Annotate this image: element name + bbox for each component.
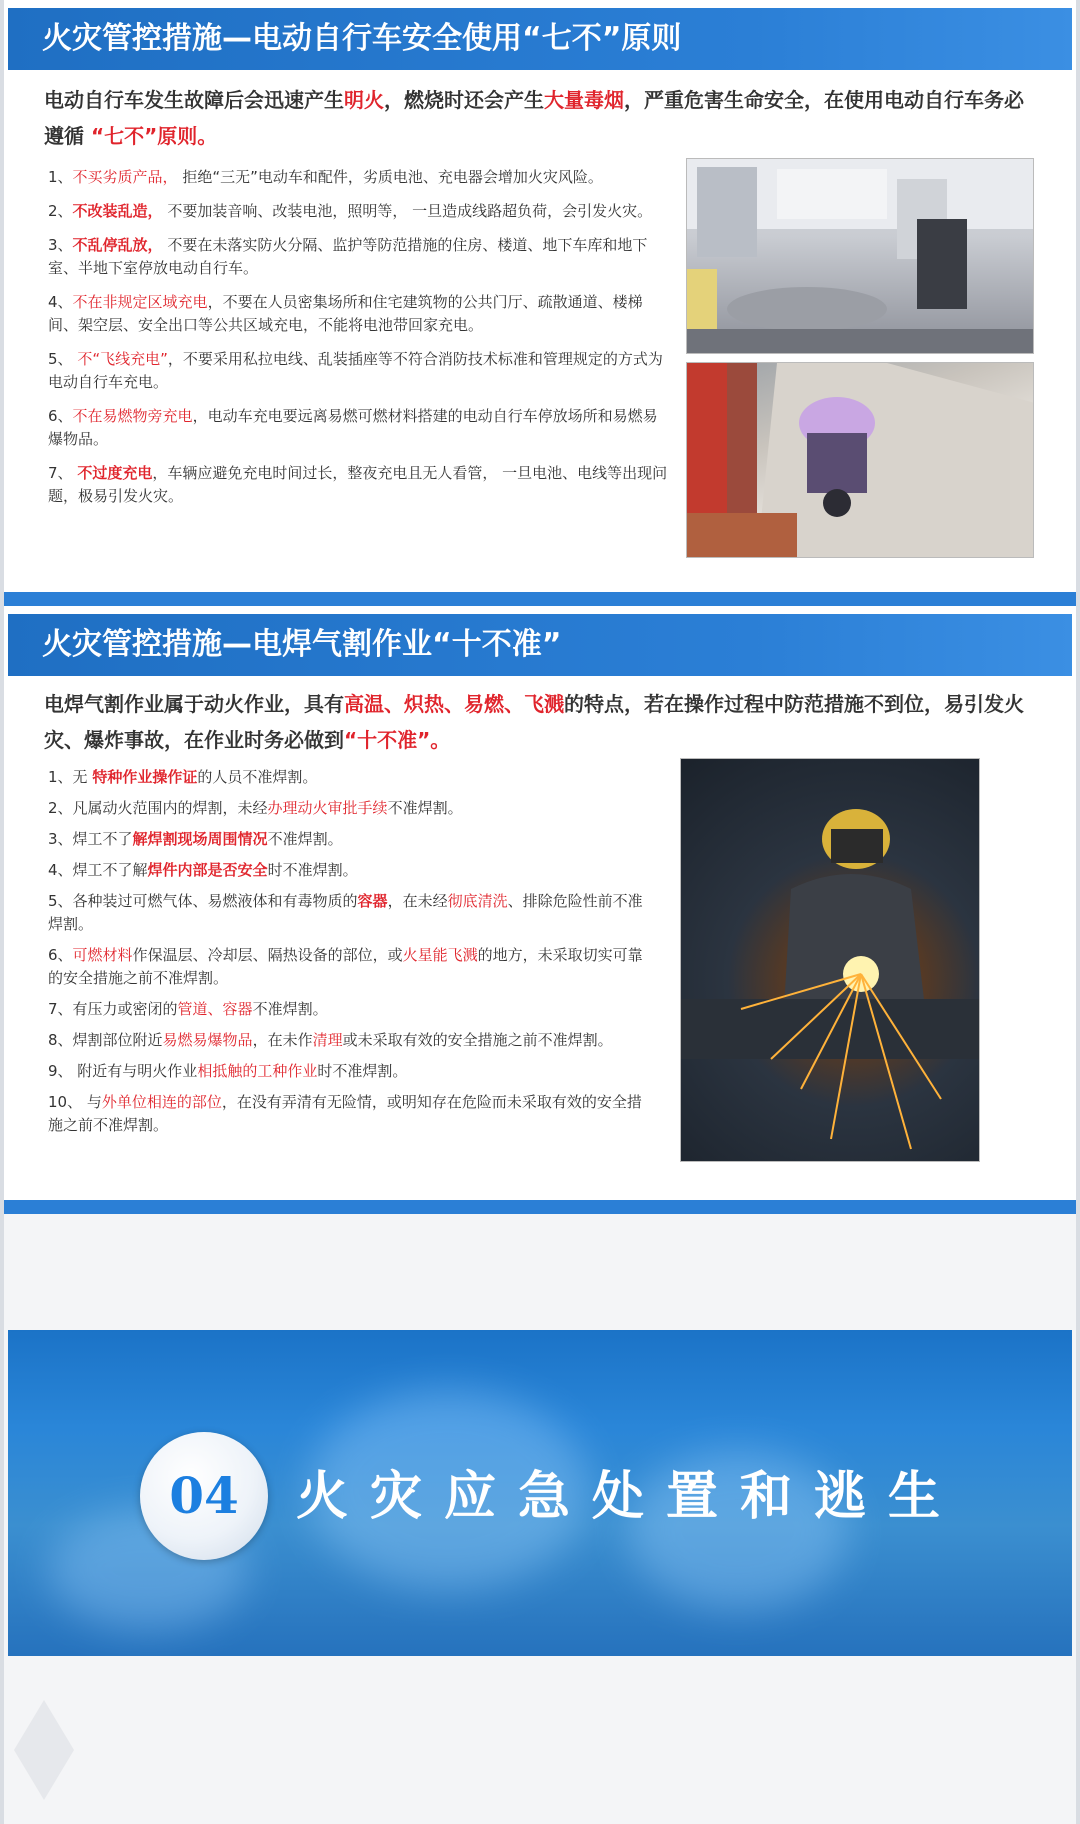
list-item — [48, 462, 668, 508]
highlight-text: 清理 — [312, 1031, 343, 1049]
text-run: 电焊气割作业属于动火作业，具有 — [44, 692, 344, 716]
slide-ebike-safety — [0, 0, 1080, 606]
highlight-text: 办理动火审批手续 — [267, 799, 388, 817]
text-run: 5、 — [48, 350, 78, 368]
list-item — [48, 291, 668, 337]
diamond-decoration-icon — [14, 1700, 74, 1800]
rule-list — [48, 166, 668, 519]
text-run: 1、无 — [48, 768, 93, 786]
text-run: ，不要在人员密集场所和住宅建筑物的公共门厅、疏散通道、楼梯间、架空层、安全出口等公共区域充电，不能将电池带回家充电。 — [48, 293, 643, 334]
text-run: 的特点，若在操作过程中防范措施不到位，易引发火灾、爆炸事故，在作业时务必做到 — [44, 692, 1024, 752]
text-run: ，车辆应避免充电时间过长，整夜充电且无人看管， 一旦电池、电线等出现问题，极易引发火灾。 — [48, 464, 668, 505]
highlight-text: 。 — [430, 728, 451, 752]
text-run: 不准焊割。 — [387, 799, 463, 817]
text-run: ，严重危害生命安全，在使用电动自行车务必遵循 — [44, 88, 1024, 148]
highlight-text: 大量毒烟 — [544, 88, 624, 112]
text-run: 拒绝“三无”电动车和配件，劣质电池、充电器会增加火灾风险。 — [177, 168, 603, 186]
text-run: 、排除危险性前不准焊割。 — [48, 892, 643, 933]
list-item — [48, 405, 668, 451]
text-run: 9、 附近有与明火作业 — [48, 1062, 198, 1080]
highlight-text: 特种作业操作证 — [92, 768, 198, 786]
rule-list — [48, 766, 648, 1145]
text-run: 7、 — [48, 464, 78, 482]
text-run: 3、 — [48, 236, 73, 254]
text-run: 6、 — [48, 407, 73, 425]
highlight-text: 不在非规定区域充电 — [72, 293, 208, 311]
slide-bottom-bar — [4, 1200, 1076, 1214]
highlight-text: 外单位相连的部位 — [101, 1093, 222, 1111]
text-run: 7、有压力或密闭的 — [48, 1000, 178, 1018]
text-run: ，在没有弄清有无险情，或明知存在危险而未采取有效的安全措施之前不准焊割。 — [48, 1093, 642, 1134]
highlight-text: “七不”原则 — [90, 124, 198, 148]
list-item — [48, 1060, 648, 1083]
highlight-text: 高温、炽热、易燃、飞溅 — [344, 692, 564, 716]
list-item — [48, 1029, 648, 1052]
list-item — [48, 998, 648, 1021]
list-item — [48, 1091, 648, 1137]
section-number-badge — [140, 1432, 268, 1560]
highlight-text: 可燃材料 — [72, 946, 133, 964]
list-item — [48, 348, 668, 394]
list-item — [48, 944, 648, 990]
text-run: 的人员不准焊割。 — [197, 768, 318, 786]
highlight-text: 。 — [197, 124, 218, 148]
text-run: 时不准焊割。 — [317, 1062, 408, 1080]
list-item — [48, 828, 648, 851]
text-run: 不准焊割。 — [267, 830, 343, 848]
slide-title: 火灾管控措施—电动自行车安全使用“七不”原则 — [8, 8, 1072, 70]
highlight-text: 不改装乱造， — [72, 202, 163, 220]
text-run: 不要在未落实防火分隔、监护等防范措施的住房、楼道、地下车库和地下室、半地下室停放电动自行车。 — [48, 236, 648, 277]
list-item — [48, 797, 648, 820]
list-item — [48, 766, 648, 789]
highlight-text: 火星能飞溅 — [402, 946, 478, 964]
highlight-text: 容器 — [357, 892, 388, 910]
highlight-text: 不“飞线充电” — [77, 350, 168, 368]
text-run: 电动自行车发生故障后会迅速产生 — [44, 88, 344, 112]
highlight-text: 相抵触的工种作业 — [197, 1062, 318, 1080]
text-run: 4、焊工不了解 — [48, 861, 148, 879]
text-run: 2、 — [48, 202, 73, 220]
text-run: ，在未作 — [252, 1031, 313, 1049]
text-run: 5、各种装过可燃气体、易燃液体和有毒物质的 — [48, 892, 358, 910]
slide-bottom-bar — [4, 592, 1076, 606]
intro-paragraph — [44, 686, 1044, 758]
text-run: 不准焊割。 — [252, 1000, 328, 1018]
photo-indoor-fire-cctv — [686, 158, 1034, 354]
text-run: 时不准焊割。 — [267, 861, 358, 879]
section-title: 火灾应急处置和逃生 — [296, 1467, 963, 1527]
highlight-text: 易燃易爆物品 — [162, 1031, 253, 1049]
text-run: 6、 — [48, 946, 73, 964]
list-item — [48, 859, 648, 882]
text-run: ，燃烧时还会产生 — [384, 88, 544, 112]
list-item — [48, 234, 668, 280]
highlight-text: “十不准” — [344, 728, 431, 752]
text-run: ，在未经 — [387, 892, 448, 910]
highlight-text: 不在易燃物旁充电 — [72, 407, 193, 425]
text-run: 或未采取有效的安全措施之前不准焊割。 — [342, 1031, 613, 1049]
highlight-text: 不买劣质产品， — [72, 168, 178, 186]
list-item — [48, 200, 668, 223]
photo-corridor-ebike — [686, 362, 1034, 558]
list-item — [48, 166, 668, 189]
text-run: ，电动车充电要远离易燃可燃材料搭建的电动自行车停放场所和易燃易爆物品。 — [48, 407, 658, 448]
section-number: 04 — [169, 1466, 239, 1525]
highlight-text: 解焊割现场周围情况 — [132, 830, 268, 848]
list-item — [48, 890, 648, 936]
text-run: 8、焊割部位附近 — [48, 1031, 163, 1049]
highlight-text: 管道、容器 — [177, 1000, 253, 1018]
text-run: 4、 — [48, 293, 73, 311]
text-run: 1、 — [48, 168, 73, 186]
text-run: ，不要采用私拉电线、乱装插座等不符合消防技术标准和管理规定的方式为电动自行车充电。 — [48, 350, 663, 391]
text-run: 3、焊工不了 — [48, 830, 133, 848]
text-run: 2、凡属动火范围内的焊割，未经 — [48, 799, 268, 817]
highlight-text: 明火 — [344, 88, 384, 112]
highlight-text: 焊件内部是否安全 — [147, 861, 268, 879]
photo-welder-sparks — [680, 758, 980, 1162]
highlight-text: 不乱停乱放， — [72, 236, 163, 254]
intro-paragraph — [44, 82, 1034, 154]
text-run: 的地方，未采取切实可靠的安全措施之前不准焊割。 — [48, 946, 643, 987]
highlight-text: 彻底清洗 — [447, 892, 508, 910]
text-run: 作保温层、冷却层、隔热设备的部位，或 — [132, 946, 403, 964]
text-run: 10、 与 — [48, 1093, 102, 1111]
highlight-text: 不过度充电 — [77, 464, 153, 482]
text-run: 不要加装音响、改装电池，照明等， 一旦造成线路超负荷，会引发火灾。 — [162, 202, 653, 220]
slide-title: 火灾管控措施—电焊气割作业“十不准” — [8, 614, 1072, 676]
